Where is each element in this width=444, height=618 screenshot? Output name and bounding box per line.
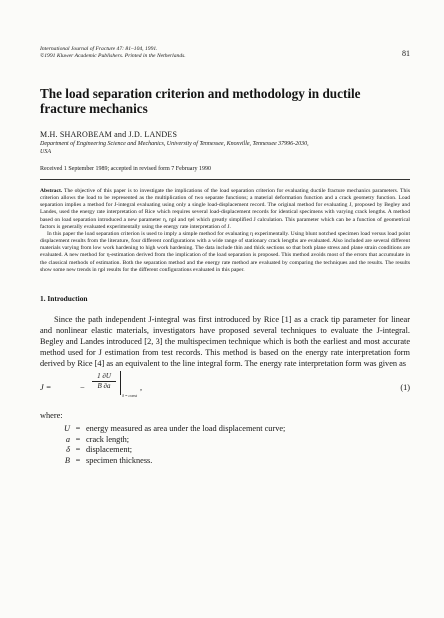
equation-comma: , bbox=[140, 382, 143, 392]
title-line-1: The load separation criterion and methodology in ductile bbox=[40, 86, 361, 101]
definition-symbol: B bbox=[64, 456, 70, 466]
running-header bbox=[40, 46, 410, 60]
received-dates: Received 1 September 1989; accepted in revised form 7 February 1990 bbox=[40, 166, 211, 172]
abstract-paragraph-1 bbox=[40, 188, 410, 231]
definition-row bbox=[40, 424, 410, 435]
definition-row bbox=[40, 456, 410, 467]
equation-number: (1) bbox=[400, 382, 410, 392]
definition-text: displacement; bbox=[86, 445, 133, 455]
equation-minus: − bbox=[80, 382, 85, 392]
paper-title bbox=[40, 86, 410, 116]
affiliation: Department of Engineering Science and Mechanics, University of Tennessee, Knoxville, Tennessee 37996-2030, USA bbox=[40, 141, 309, 155]
definition-text: specimen thickness. bbox=[86, 456, 153, 466]
equation-fraction bbox=[92, 372, 116, 391]
definition-symbol: δ bbox=[66, 445, 70, 455]
definition-equals: = bbox=[75, 456, 81, 466]
definition-equals: = bbox=[75, 434, 81, 444]
definition-row bbox=[40, 445, 410, 456]
definition-symbol: U bbox=[64, 423, 70, 433]
journal-citation: International Journal of Fracture 47: 81–104, 1991. bbox=[40, 46, 158, 52]
definition-symbol: a bbox=[65, 434, 70, 444]
intro-paragraph: Since the path independent J-integral was first introduced by Rice [1] as a crack tip parameter for linear and nonlinear elastic materials, investigators have proposed several techniques to evaluate the J-integral. Begley and Landes introduced [2, 3] the multispecimen technique which is both the earliest and most accurate method used for J estimation from test records. This method is based on the energy rate interpretation form derived by Rice [4] as an equivalent to the line integral form. The energy rate interpretation form was given as bbox=[40, 314, 410, 368]
definition-equals: = bbox=[75, 423, 81, 433]
section-heading: 1. Introduction bbox=[40, 293, 88, 303]
equation-lhs: J = bbox=[40, 382, 52, 392]
equation-numerator: 1 ∂U bbox=[97, 371, 111, 380]
copyright-line: ©1991 Kluwer Academic Publishers. Printed in the Netherlands. bbox=[40, 53, 186, 59]
abstract bbox=[40, 188, 410, 274]
equation-1 bbox=[40, 371, 410, 405]
abstract-label: Abstract. bbox=[40, 188, 63, 194]
symbol-definitions bbox=[40, 424, 410, 467]
definition-equals: = bbox=[75, 445, 81, 455]
intro-text bbox=[40, 314, 410, 369]
title-line-2: fracture mechanics bbox=[40, 101, 148, 116]
abstract-paragraph-2: In this paper the load separation criterion is used to imply a simple method for evaluating η experimentally. Using blunt notched specimen load versus load point displacement results from the literature, four different configurations with a wide range of stationary crack lengths are evaluated. Also included are several different materials varying from low work hardening to high work hardening. The data include thin and thick sections so that both plane stress and plane strain conditions are evaluated. A new method for η-estimation derived from the implication of the load separation is proposed. This method avoids most of the errors that accumulate in the classical methods of estimation. Both the separation method and the energy rate method are evaluated by comparing the techniques and the results. The results show some new trends in ηpl results for the different configurations evaluated in this paper. bbox=[40, 230, 410, 273]
definition-text: energy measured as area under the load displacement curve; bbox=[86, 423, 286, 433]
evaluation-bar bbox=[120, 371, 121, 395]
where-label: where: bbox=[40, 410, 63, 420]
abstract-text-1: The objective of this paper is to investigate the implications of the load separation criterion for evaluating ductile fracture mechanics parameters. This criterion allows the load to be represented as the multiplication of two separate functions; a material deformation function and a crack geometry function. Load separation implies a method for J-integral evaluating using only a single load-displacement record. The original method for evaluating J, proposed by Begley and Landes, used the energy rate interpretation of Rice which requires several load-displacement records for identical specimens with varying crack lengths. A method based on load separation introduced a new parameter η, ηpl and ηel which greatly simplified J calculation. This parameter which can be a function of geometrical factors is generally evaluated experimentally using the energy rate interpretation of J. bbox=[40, 188, 410, 230]
definition-row bbox=[40, 435, 410, 446]
equation-subscript: δ = const bbox=[122, 392, 138, 398]
page-number: 81 bbox=[402, 49, 410, 58]
equation-denominator: B ∂a bbox=[97, 381, 111, 390]
definition-text: crack length; bbox=[86, 434, 130, 444]
header-divider bbox=[40, 179, 410, 180]
author-list: M.H. SHAROBEAM and J.D. LANDES bbox=[40, 130, 178, 139]
